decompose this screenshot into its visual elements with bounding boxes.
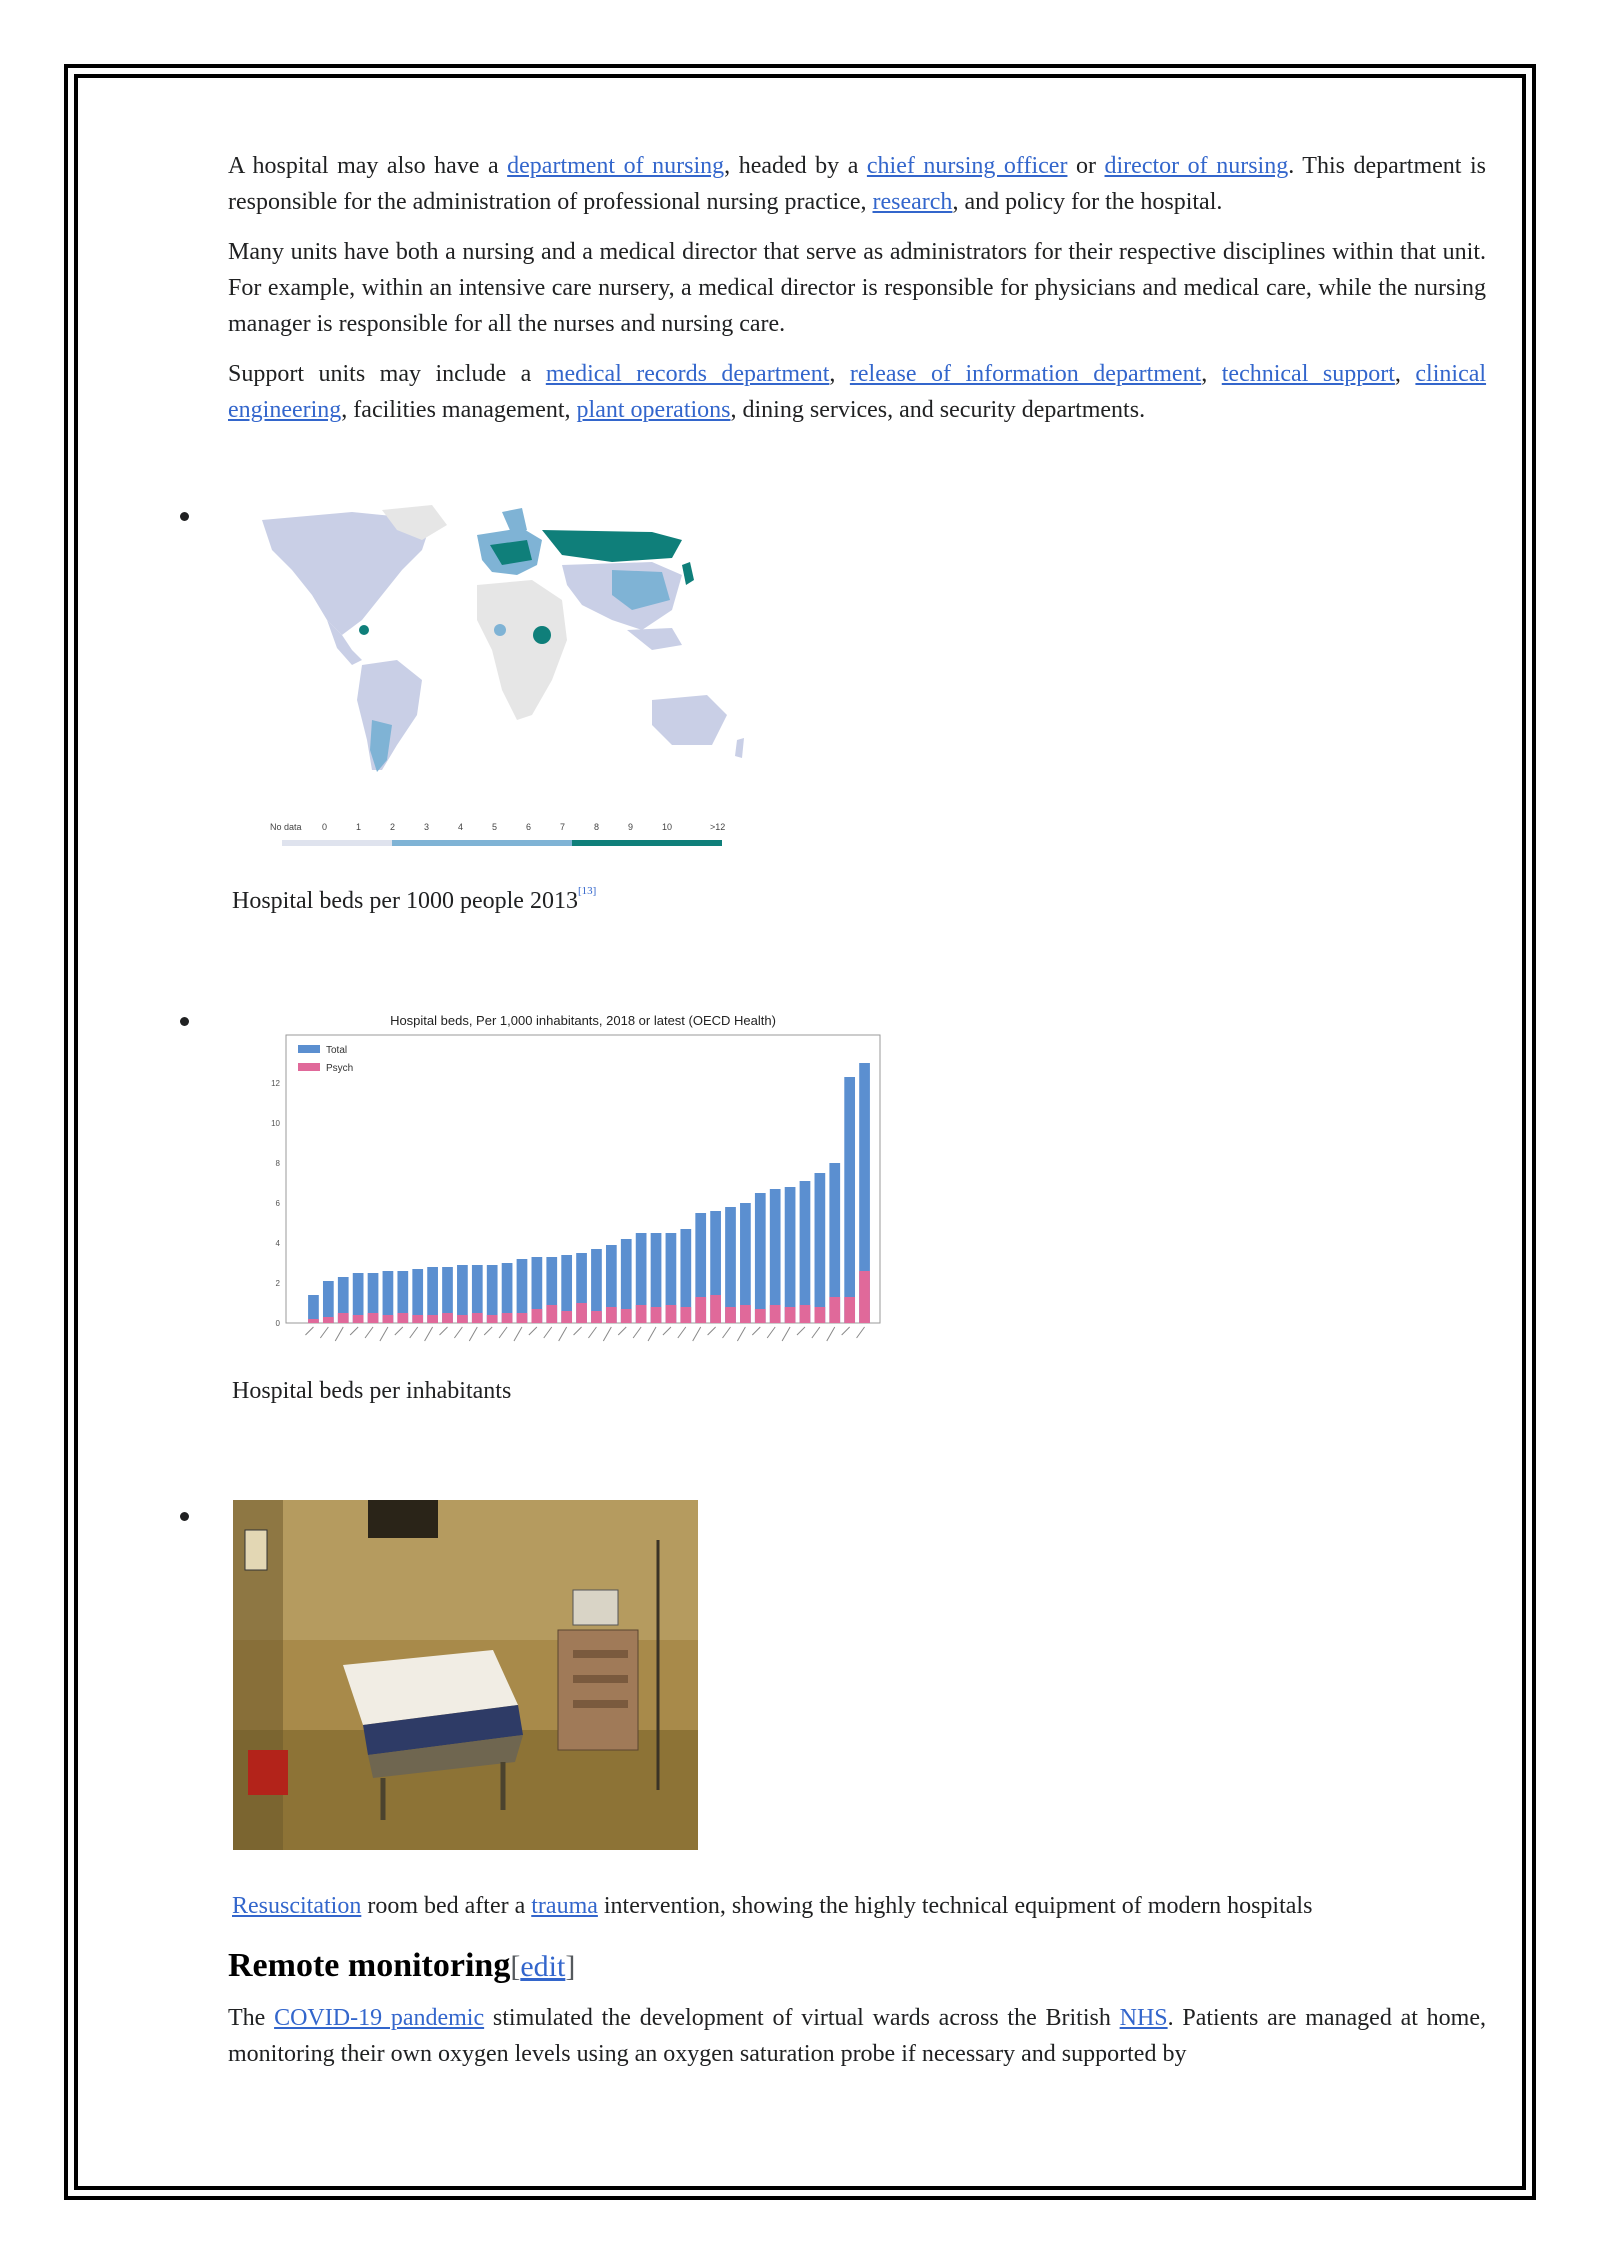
legend-tick-label: 3	[424, 822, 430, 832]
map-japan	[682, 562, 694, 585]
bar-chart-image[interactable]	[250, 1005, 910, 1345]
chart-title: Hospital beds, Per 1,000 inhabitants, 2018 or latest (OECD Health)	[390, 1013, 776, 1028]
legend-tick-label: 6	[526, 822, 532, 832]
x-tick-label	[752, 1327, 760, 1335]
bar-psych	[636, 1305, 647, 1323]
map-south-america	[357, 660, 422, 770]
edit-bracket-close: ]	[565, 1950, 576, 1983]
x-tick-label	[559, 1327, 567, 1341]
resuscitation-room-photo[interactable]	[233, 1500, 698, 1850]
chart-y-axis	[271, 1079, 280, 1328]
bar-total	[785, 1187, 796, 1323]
y-tick-label: 2	[275, 1279, 280, 1288]
paragraph-nursing-department	[228, 148, 1486, 220]
text: , dining services, and security departments.	[730, 397, 1146, 423]
map-caption	[232, 875, 596, 917]
x-tick-label	[544, 1327, 552, 1338]
photo-defibrillator	[573, 1590, 618, 1625]
map-russia	[542, 530, 682, 562]
bar-psych	[785, 1307, 796, 1323]
x-tick-label	[767, 1327, 775, 1338]
x-tick-label	[648, 1327, 656, 1341]
bar-psych	[368, 1313, 379, 1323]
list-bullet	[180, 1512, 189, 1521]
photo-svg	[233, 1500, 698, 1850]
bar-psych	[815, 1307, 826, 1323]
legend-tick-label: 9	[628, 822, 634, 832]
bar-psych	[680, 1307, 691, 1323]
x-tick-label	[410, 1327, 418, 1338]
text: Support units may include a	[228, 361, 546, 387]
x-tick-label	[335, 1327, 343, 1341]
reference-13[interactable]: [13]	[577, 885, 597, 897]
legend-label: Psych	[326, 1063, 354, 1074]
x-tick-label	[812, 1327, 820, 1338]
map-new-zealand	[735, 738, 744, 758]
link-trauma[interactable]: trauma	[531, 1893, 598, 1919]
bar-total	[308, 1295, 319, 1323]
x-tick-label	[678, 1327, 686, 1338]
text: ,	[829, 361, 850, 387]
bar-psych	[621, 1309, 632, 1323]
bar-psych	[383, 1315, 394, 1323]
bar-total	[457, 1265, 468, 1323]
chart-bars	[308, 1063, 870, 1323]
bar-psych	[576, 1303, 587, 1323]
bar-psych	[412, 1315, 423, 1323]
bar-psych	[472, 1313, 483, 1323]
bar-psych	[800, 1305, 811, 1323]
bar-psych	[561, 1311, 572, 1323]
legend-swatch	[298, 1045, 320, 1053]
bar-psych	[487, 1315, 498, 1323]
legend-tick-label: 8	[594, 822, 600, 832]
text: or	[1067, 153, 1105, 179]
map-africa	[477, 580, 567, 720]
bar-psych	[710, 1295, 721, 1323]
legend-tick-label: 2	[390, 822, 396, 832]
photo-caption	[232, 1890, 1312, 1922]
link-research[interactable]: research	[872, 189, 953, 215]
bar-psych	[606, 1307, 617, 1323]
link-plant-operations[interactable]: plant operations	[576, 397, 731, 423]
x-tick-label	[499, 1327, 507, 1338]
map-southeast-asia	[627, 628, 682, 650]
bar-psych	[844, 1297, 855, 1323]
x-tick-label	[350, 1327, 358, 1335]
legend-swatch	[298, 1063, 320, 1071]
x-tick-label	[842, 1327, 850, 1335]
list-bullet	[180, 512, 189, 521]
bar-total	[725, 1207, 736, 1323]
bar-total	[427, 1267, 438, 1323]
link-clinical-engineering[interactable]: clinical engineering	[228, 361, 1487, 423]
x-tick-label	[305, 1327, 313, 1335]
x-tick-label	[588, 1327, 596, 1338]
bar-total	[755, 1193, 766, 1323]
bar-total	[323, 1281, 334, 1323]
world-map-svg	[232, 500, 812, 860]
paragraph-support-units	[228, 356, 1486, 428]
y-tick-label: 10	[271, 1119, 280, 1128]
bar-psych	[353, 1315, 364, 1323]
bar-psych	[546, 1305, 557, 1323]
map-legend-bar-high	[572, 840, 722, 846]
legend-tick-label: 5	[492, 822, 498, 832]
text: . Patients are managed at home, monitoring their own oxygen levels using an oxygen saturation probe if necessary and supported by	[228, 2005, 1486, 2067]
text: ,	[1394, 361, 1416, 387]
x-tick-label	[708, 1327, 716, 1335]
map-ethiopia	[533, 626, 551, 644]
y-tick-label: 12	[271, 1079, 280, 1088]
gallery-item-bar-chart	[180, 1005, 1480, 1445]
paragraph-remote-monitoring	[228, 2000, 1486, 2072]
map-nigeria	[494, 624, 506, 636]
x-tick-label	[440, 1327, 448, 1335]
link-chief-nursing-officer[interactable]: chief nursing officer	[866, 153, 1068, 179]
list-bullet	[180, 1017, 189, 1026]
article-body	[228, 148, 1486, 442]
text: stimulated the development of virtual wards across the British	[484, 2005, 1120, 2031]
bar-psych	[695, 1297, 706, 1323]
link-covid-19-pandemic[interactable]: COVID-19 pandemic	[274, 2005, 485, 2031]
bar-psych	[442, 1313, 453, 1323]
legend-no-data: No data	[270, 822, 302, 832]
bar-chart-svg	[250, 1005, 910, 1345]
link-nhs[interactable]: NHS	[1119, 2005, 1168, 2031]
chart-x-ticks	[305, 1327, 864, 1341]
x-tick-label	[618, 1327, 626, 1335]
link-resuscitation[interactable]: Resuscitation	[232, 1893, 362, 1919]
link-technical-support[interactable]: technical support	[1221, 361, 1395, 387]
text: . This department is responsible for the administration of professional nursing practice,	[228, 153, 1486, 215]
x-tick-label	[320, 1327, 328, 1338]
text: , headed by a	[724, 153, 867, 179]
bar-psych	[740, 1305, 751, 1323]
bar-psych	[755, 1309, 766, 1323]
y-tick-label: 8	[275, 1159, 280, 1168]
bar-psych	[829, 1297, 840, 1323]
x-tick-label	[797, 1327, 805, 1335]
gallery-item-photo	[180, 1500, 1480, 1920]
link-director-of-nursing[interactable]: director of nursing	[1104, 153, 1289, 179]
y-tick-label: 4	[275, 1239, 280, 1248]
text: A hospital may also have a	[228, 153, 508, 179]
paragraph-directors: Many units have both a nursing and a medical director that serve as administrators for their respective disciplines within that unit. For example, within an intensive care nursery, a medical director is responsible for physicians and medical care, while the nursing manager is responsible for all the nurses and nursing care.	[228, 239, 1486, 337]
x-tick-label	[469, 1327, 477, 1341]
legend-tick-label: >12	[710, 822, 726, 832]
x-tick-label	[395, 1327, 403, 1335]
bar-total	[815, 1173, 826, 1323]
photo-frame-on-wall	[245, 1530, 267, 1570]
bar-psych	[770, 1305, 781, 1323]
bar-psych	[651, 1307, 662, 1323]
legend-tick-label: 0	[322, 822, 328, 832]
bar-psych	[725, 1307, 736, 1323]
x-tick-label	[737, 1327, 745, 1341]
x-tick-label	[514, 1327, 522, 1341]
caption-text: room bed after a	[361, 1893, 532, 1919]
world-map-image[interactable]	[232, 500, 812, 860]
bar-psych	[591, 1311, 602, 1323]
legend-label: Total	[326, 1045, 348, 1056]
x-tick-label	[827, 1327, 835, 1341]
photo-monitor	[368, 1500, 438, 1538]
y-tick-label: 6	[275, 1199, 280, 1208]
x-tick-label	[380, 1327, 388, 1341]
text: , and policy for the hospital.	[952, 189, 1223, 215]
x-tick-label	[574, 1327, 582, 1335]
bar-total	[800, 1181, 811, 1323]
x-tick-label	[484, 1327, 492, 1335]
bar-psych	[517, 1313, 528, 1323]
edit-section-link[interactable]: edit	[520, 1950, 566, 1983]
link-release-of-information-department[interactable]: release of information department	[849, 361, 1202, 387]
bar-psych	[457, 1315, 468, 1323]
bar-psych	[502, 1313, 513, 1323]
bar-total	[412, 1269, 423, 1323]
photo-sharps-bin	[248, 1750, 288, 1795]
bar-psych	[338, 1313, 349, 1323]
text: ,	[1201, 361, 1222, 387]
gallery-item-map	[180, 500, 1480, 920]
map-australia	[652, 695, 727, 745]
photo-equipment-cart	[558, 1630, 638, 1750]
legend-tick-label: 1	[356, 822, 362, 832]
edit-bracket-open: [	[510, 1950, 521, 1983]
text: , facilities management,	[341, 397, 577, 423]
x-tick-label	[365, 1327, 373, 1338]
x-tick-label	[857, 1327, 865, 1338]
bar-total	[770, 1189, 781, 1323]
legend-tick-label: 4	[458, 822, 464, 832]
map-cuba	[359, 625, 369, 635]
link-department-of-nursing[interactable]: department of nursing	[507, 153, 725, 179]
caption-text: intervention, showing the highly technical equipment of modern hospitals	[597, 1893, 1313, 1919]
section-heading-remote-monitoring	[228, 1944, 575, 1989]
link-medical-records-department[interactable]: medical records department	[545, 361, 830, 387]
bar-psych	[859, 1271, 870, 1323]
bar-psych	[427, 1315, 438, 1323]
legend-tick-label: 10	[662, 822, 673, 832]
bar-psych	[532, 1309, 543, 1323]
x-tick-label	[693, 1327, 701, 1341]
chart-legend	[298, 1045, 353, 1074]
x-tick-label	[663, 1327, 671, 1335]
bar-psych	[323, 1317, 334, 1323]
bar-psych	[308, 1319, 319, 1323]
bar-psych	[666, 1305, 677, 1323]
x-tick-label	[454, 1327, 462, 1338]
heading-text: Remote monitoring	[228, 1947, 511, 1984]
x-tick-label	[603, 1327, 611, 1341]
x-tick-label	[425, 1327, 433, 1341]
x-tick-label	[529, 1327, 537, 1335]
photo-wall	[233, 1500, 698, 1640]
x-tick-label	[723, 1327, 731, 1338]
bar-psych	[397, 1313, 408, 1323]
legend-tick-label: 7	[560, 822, 566, 832]
text: The	[228, 2005, 275, 2031]
bar-total	[844, 1077, 855, 1323]
map-legend-labels	[270, 822, 730, 836]
x-tick-label	[633, 1327, 641, 1338]
y-tick-label: 0	[275, 1319, 280, 1328]
bar-total	[487, 1265, 498, 1323]
bar-chart-caption: Hospital beds per inhabitants	[232, 1378, 512, 1404]
x-tick-label	[782, 1327, 790, 1341]
caption-text: Hospital beds per 1000 people 2013	[232, 888, 578, 914]
